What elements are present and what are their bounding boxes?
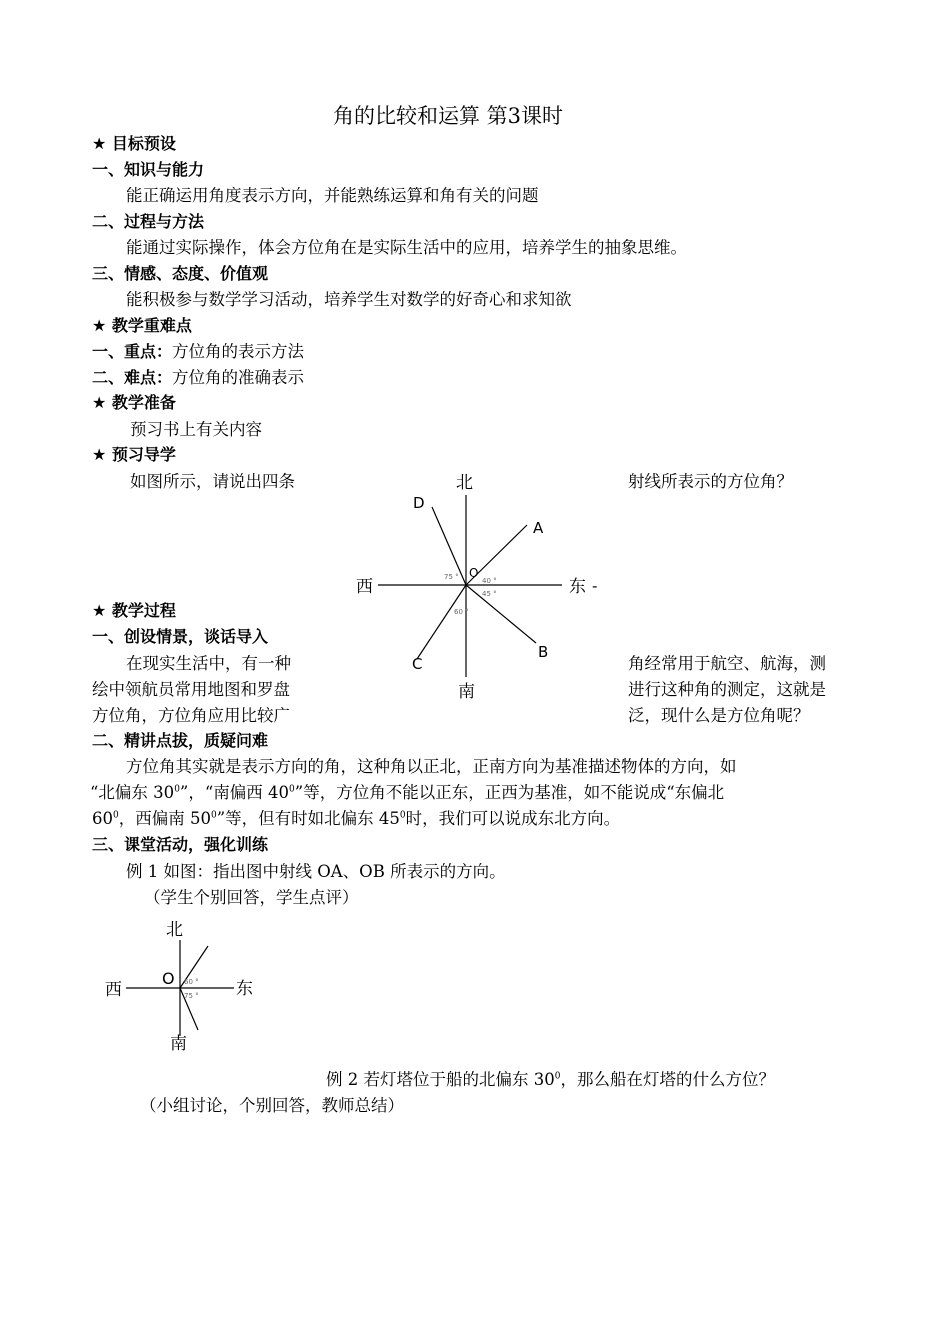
- explain-para-line3: $60^0$，西偏南 $50^0$”等，但有时如北偏东 $45^0$时，我们可以说成东北方向。: [92, 809, 621, 828]
- fig1-label-A: A: [533, 519, 544, 537]
- fig1-label-D: D: [413, 494, 425, 512]
- ray-OB: [466, 585, 536, 643]
- emotion-heading: 三、情感、态度、价值观: [92, 264, 269, 283]
- fig2-angle-60: 60 °: [184, 978, 199, 986]
- fig1-origin-label: O: [469, 566, 479, 580]
- fig1-north-label: 北: [456, 473, 473, 493]
- knowledge-text: 能正确运用角度表示方向，并能熟练运算和角有关的问题: [126, 186, 539, 205]
- intro-line2-left: 绘中领航员常用地图和罗盘: [92, 680, 290, 699]
- fig1-angle-75: 75 °: [444, 573, 459, 581]
- explain-para-line1: 方位角其实就是表示方向的角，这种角以正北，正南方向为基准描述物体的方向，如: [126, 757, 737, 776]
- difficulty-label: 二、难点：: [92, 368, 173, 387]
- section-keypoints-heading: ★ 教学重难点: [92, 316, 192, 335]
- explain-para-line2: “北偏东 $30^0$”，“南偏西 $40^0$”等，方位角不能以正东，正西为基准，如不能说成“东偏北: [90, 783, 725, 802]
- fig1-label-B: B: [538, 643, 549, 661]
- section-process-heading: ★ 教学过程: [92, 601, 176, 620]
- knowledge-heading: 一、知识与能力: [92, 160, 205, 179]
- section-preview-heading: ★ 预习导学: [92, 445, 176, 464]
- fig1-east-label: 东: [569, 577, 586, 597]
- difficulty-line: [92, 364, 304, 388]
- fig1-label-C: C: [412, 655, 423, 673]
- prep-text: 预习书上有关内容: [130, 420, 262, 439]
- key-point-label: 一、重点：: [92, 342, 173, 361]
- fig2-east-label: 东: [236, 979, 253, 999]
- example2-note: （小组讨论，个别回答，教师总结）: [140, 1096, 404, 1115]
- key-point-text: 方位角的表示方法: [172, 342, 305, 361]
- direction-diagram-1: [350, 465, 610, 705]
- intro-line3-left: 方位角，方位角应用比较广: [92, 706, 290, 725]
- preview-text-left: 如图所示，请说出四条: [130, 472, 295, 491]
- example1-text: 例 1 如图：指出图中射线 OA、OB 所表示的方向。: [126, 862, 506, 881]
- fig2-west-label: 西: [105, 980, 122, 1000]
- fig1-west-label: 西: [356, 577, 373, 597]
- fig2-angle-75: 75 °: [184, 992, 199, 1000]
- key-point-line: [92, 338, 304, 362]
- fig1-south-label: 南: [458, 682, 475, 702]
- fig2-origin-label: O: [162, 969, 175, 988]
- intro-heading: 一、创设情景，谈话导入: [92, 627, 269, 646]
- emotion-text: 能积极参与数学学习活动，培养学生对数学的好奇心和求知欲: [126, 290, 572, 309]
- direction-diagram-2: [100, 912, 270, 1062]
- preview-text-right: 射线所表示的方位角？: [628, 472, 793, 491]
- fig1-angle-40: 40 °: [482, 577, 497, 585]
- intro-line3-right: 泛，现什么是方位角呢？: [628, 706, 810, 725]
- fig1-tick-mark: -: [592, 577, 598, 595]
- intro-line1-right: 角经常用于航空、航海，测: [628, 654, 826, 673]
- section-prep-heading: ★ 教学准备: [92, 393, 176, 412]
- activity-heading: 三、课堂活动，强化训练: [92, 835, 269, 854]
- fig2-north-label: 北: [166, 920, 183, 940]
- section-goals-heading: ★ 目标预设: [92, 134, 176, 153]
- example2-text: 例 2 若灯塔位于船的北偏东 $30^0$，那么船在灯塔的什么方位？: [326, 1070, 775, 1089]
- example1-note: （学生个别回答，学生点评）: [144, 888, 359, 907]
- difficulty-text: 方位角的准确表示: [172, 368, 305, 387]
- fig1-angle-60: 60 °: [454, 608, 469, 616]
- process-heading: 二、过程与方法: [92, 212, 205, 231]
- intro-line2-right: 进行这种角的测定，这就是: [628, 680, 826, 699]
- explain-heading: 二、精讲点拔，质疑问难: [92, 731, 269, 750]
- ray-OC: [417, 585, 466, 659]
- fig1-angle-45: 45 °: [482, 590, 497, 598]
- fig2-south-label: 南: [170, 1034, 187, 1054]
- intro-line1-left: 在现实生活中，有一种: [126, 654, 291, 673]
- page-title: 角的比较和运算 第3课时: [333, 104, 564, 128]
- process-text: 能通过实际操作，体会方位角在是实际生活中的应用，培养学生的抽象思维。: [126, 238, 687, 257]
